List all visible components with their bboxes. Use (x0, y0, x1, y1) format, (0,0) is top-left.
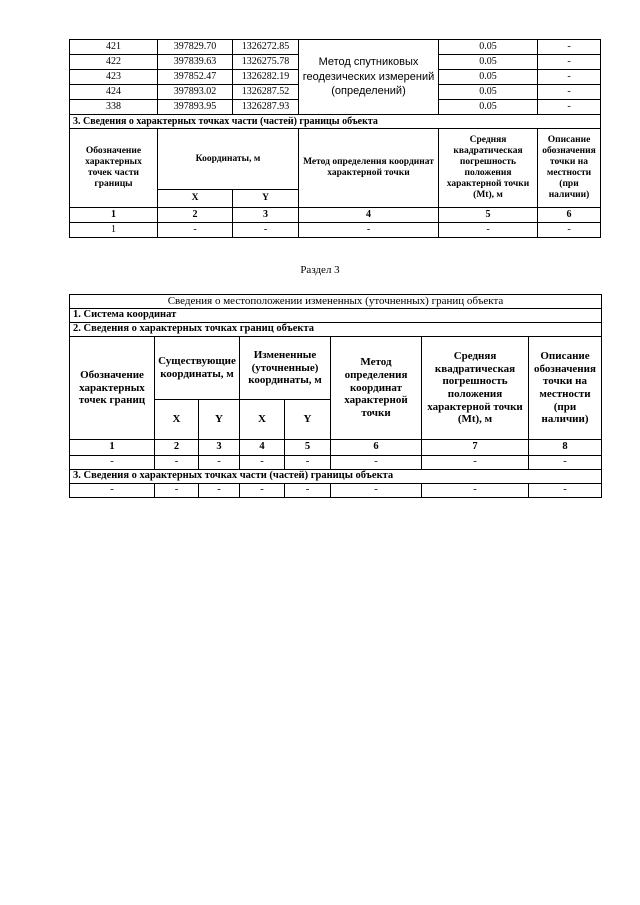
header-designation: Обозначение характерных точек части границы (70, 129, 158, 208)
col-number: 4 (240, 440, 285, 456)
header-description: Описание обозначения точки на местности (при наличии) (529, 337, 602, 440)
col-number: 6 (538, 208, 601, 223)
section-row (70, 323, 602, 337)
cell: - (240, 456, 285, 470)
cell: - (331, 484, 422, 498)
point-number: 338 (70, 100, 158, 115)
coord-x: 397893.02 (158, 85, 233, 100)
numbers-row (70, 208, 601, 223)
col-number: 5 (439, 208, 538, 223)
method-cell: Метод спутниковых геодезических измерений (определений) (299, 40, 439, 115)
accuracy: 0.05 (439, 40, 538, 55)
cell: - (422, 456, 529, 470)
cell: - (331, 456, 422, 470)
cell: - (70, 456, 155, 470)
header-designation: Обозначение характерных точек границ (70, 337, 155, 440)
point-number: 423 (70, 70, 158, 85)
coord-x: 397829.70 (158, 40, 233, 55)
section-1-title: 1. Система координат (70, 309, 602, 323)
points-table (69, 39, 601, 238)
cell: 1 (70, 223, 158, 238)
header-y: Y (233, 190, 299, 208)
header-x2: X (240, 400, 285, 440)
coord-x: 397852.47 (158, 70, 233, 85)
table-row (70, 484, 602, 498)
point-number: 424 (70, 85, 158, 100)
description: - (538, 55, 601, 70)
col-number: 2 (158, 208, 233, 223)
header-description: Описание обозначения точки на местности (при наличии) (538, 129, 601, 208)
section-heading: Раздел 3 (300, 264, 340, 276)
header-x1: X (155, 400, 199, 440)
point-number: 421 (70, 40, 158, 55)
cell: - (285, 456, 331, 470)
table-row (70, 456, 602, 470)
coord-x: 397893.95 (158, 100, 233, 115)
accuracy: 0.05 (439, 100, 538, 115)
table-row (70, 40, 601, 55)
cell: - (529, 456, 602, 470)
changed-boundaries-table (69, 294, 602, 498)
header-y1: Y (199, 400, 240, 440)
header-coords: Координаты, м (158, 129, 299, 190)
coord-y: 1326287.52 (233, 85, 299, 100)
section-row (70, 309, 602, 323)
coord-y: 1326287.93 (233, 100, 299, 115)
numbers-row (70, 440, 602, 456)
coord-y: 1326282.19 (233, 70, 299, 85)
header-row (70, 129, 601, 190)
cell: - (155, 484, 199, 498)
col-number: 5 (285, 440, 331, 456)
col-number: 7 (422, 440, 529, 456)
description: - (538, 100, 601, 115)
col-number: 6 (331, 440, 422, 456)
col-number: 3 (233, 208, 299, 223)
header-y2: Y (285, 400, 331, 440)
point-number: 422 (70, 55, 158, 70)
col-number: 1 (70, 440, 155, 456)
cell: - (285, 484, 331, 498)
description: - (538, 85, 601, 100)
coord-y: 1326272.85 (233, 40, 299, 55)
accuracy: 0.05 (439, 70, 538, 85)
section-row (70, 470, 602, 484)
cell: - (422, 484, 529, 498)
cell: - (299, 223, 439, 238)
header-method: Метод определения координат характерной точки (299, 129, 439, 208)
table-row (70, 223, 601, 238)
header-method: Метод определения координат характерной точки (331, 337, 422, 440)
cell: - (240, 484, 285, 498)
section-row (70, 115, 601, 129)
accuracy: 0.05 (439, 85, 538, 100)
header-accuracy: Средняя квадратическая погрешность положения характерной точки (Mt), м (422, 337, 529, 440)
cell: - (199, 484, 240, 498)
col-number: 8 (529, 440, 602, 456)
description: - (538, 70, 601, 85)
section-2-title: 2. Сведения о характерных точках границ объекта (70, 323, 602, 337)
col-number: 3 (199, 440, 240, 456)
section-3-title: 3. Сведения о характерных точках части (частей) границы объекта (70, 470, 602, 484)
cell: - (155, 456, 199, 470)
accuracy: 0.05 (439, 55, 538, 70)
cell: - (158, 223, 233, 238)
cell: - (199, 456, 240, 470)
table-title: Сведения о местоположении измененных (уточненных) границ объекта (70, 295, 602, 309)
coord-x: 397839.63 (158, 55, 233, 70)
header-accuracy: Средняя квадратическая погрешность положения характерной точки (Mt), м (439, 129, 538, 208)
header-row (70, 337, 602, 400)
cell: - (538, 223, 601, 238)
cell: - (233, 223, 299, 238)
header-x: X (158, 190, 233, 208)
cell: - (70, 484, 155, 498)
coord-y: 1326275.78 (233, 55, 299, 70)
cell: - (439, 223, 538, 238)
description: - (538, 40, 601, 55)
col-number: 4 (299, 208, 439, 223)
header-existing: Существующие координаты, м (155, 337, 240, 400)
col-number: 1 (70, 208, 158, 223)
title-row (70, 295, 602, 309)
col-number: 2 (155, 440, 199, 456)
header-changed: Измененные (уточненные) координаты, м (240, 337, 331, 400)
cell: - (529, 484, 602, 498)
section-3-title: 3. Сведения о характерных точках части (частей) границы объекта (70, 115, 601, 129)
